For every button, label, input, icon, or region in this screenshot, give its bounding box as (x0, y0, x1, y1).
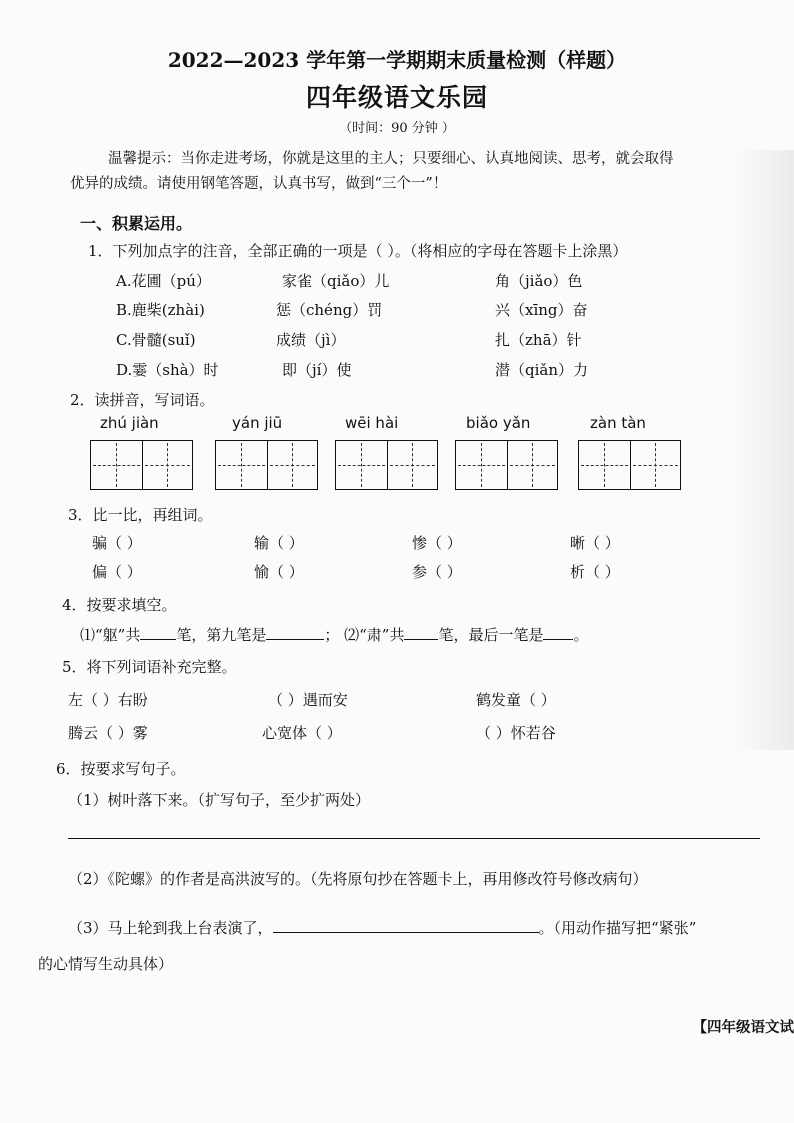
q1-option-a-1: A.花圃（pú） (116, 272, 211, 290)
q1-option-c-2: 成绩（jì） (276, 331, 346, 349)
q3-r2-4: 析（ ） (570, 563, 620, 581)
q2-pinyin-2: yán jiū (232, 414, 283, 432)
q1-option-b-3: 兴（xīng）奋 (495, 301, 588, 319)
writing-grid-3[interactable] (335, 440, 438, 490)
q3-r1-4: 晰（ ） (570, 534, 620, 552)
q1-option-d-3: 潜（qiǎn）力 (495, 361, 589, 379)
q2-pinyin-1: zhú jiàn (100, 414, 159, 432)
q3-r1-1: 骗（ ） (92, 534, 142, 552)
q4-line: ⑴“躯”共 笔，第九笔是 ； ⑵“肃”共 笔，最后一笔是 。 (80, 626, 589, 644)
q6-blank-3[interactable] (273, 918, 539, 933)
q3-r2-1: 偏（ ） (92, 563, 142, 581)
q5-stem: 5．将下列词语补充完整。 (62, 658, 237, 676)
q3-r2-2: 愉（ ） (254, 563, 304, 581)
q2-pinyin-4: biǎo yǎn (466, 414, 531, 432)
q5-r2-2: 心宽体（ ） (262, 724, 342, 742)
exam-title: 2022—2023 学年第一学期期末质量检测（样题） (167, 48, 627, 72)
q1-option-c-3: 扎（zhā）针 (495, 331, 582, 349)
q3-r1-3: 惨（ ） (412, 534, 462, 552)
q3-r1-2: 输（ ） (254, 534, 304, 552)
writing-grid-4[interactable] (455, 440, 558, 490)
page-footer-label: 【四年级语文试 (692, 1019, 794, 1036)
q1-option-a-3: 角（jiǎo）色 (495, 272, 583, 290)
q2-pinyin-5: zàn tàn (590, 414, 646, 432)
q5-r2-1: 腾云（ ）雾 (68, 724, 148, 742)
q3-stem: 3．比一比，再组词。 (68, 506, 213, 524)
q1-option-b-1: B.鹿柴(zhài) (116, 301, 205, 319)
tip-line-1: 温馨提示：当你走进考场，你就是这里的主人；只要细心、认真地阅读、思考，就会取得 (108, 151, 674, 167)
exam-time: （时间：90 分钟 ） (339, 121, 455, 136)
q5-r2-3: （ ）怀若谷 (476, 724, 556, 742)
q4-blank-3[interactable] (404, 625, 438, 640)
q4-blank-4[interactable] (543, 625, 573, 640)
q6-sentence-2: （2）《陀螺》的作者是高洪波写的。（先将原句抄在答题卡上，再用修改符号修改病句） (68, 870, 648, 888)
q6-stem: 6．按要求写句子。 (56, 760, 186, 778)
q2-pinyin-3: wēi hài (345, 414, 399, 432)
q4-blank-1[interactable] (140, 625, 176, 640)
q3-r2-3: 参（ ） (412, 563, 462, 581)
q2-stem: 2．读拼音，写词语。 (70, 391, 215, 409)
exam-subtitle: 四年级语文乐园 (305, 83, 488, 112)
q4-blank-2[interactable] (266, 625, 324, 640)
q1-option-d-2: 即（jí）使 (282, 361, 352, 379)
q1-option-a-2: 家雀（qiǎo）儿 (282, 272, 390, 290)
q4-stem: 4．按要求填空。 (62, 596, 177, 614)
q6-sentence-3: （3）马上轮到我上台表演了， 。（用动作描写把“紧张” (68, 919, 697, 937)
q5-r1-2: （ ）遇而安 (268, 691, 348, 709)
q6-sentence-3-cont: 的心情写生动具体） (38, 955, 174, 973)
q5-r1-1: 左（ ）右盼 (68, 691, 148, 709)
tip-line-2: 优异的成绩。请使用钢笔答题，认真书写，做到“三个一”！ (70, 176, 448, 192)
q1-stem: 1．下列加点字的注音，全部正确的一项是（ ）。（将相应的字母在答题卡上涂黑） (88, 242, 628, 260)
writing-grid-5[interactable] (578, 440, 681, 490)
q1-option-d-1: D.霎（shà）时 (116, 361, 219, 379)
writing-grid-2[interactable] (215, 440, 318, 490)
bleed-through-shadow (734, 150, 794, 750)
writing-grid-1[interactable] (90, 440, 193, 490)
q5-r1-3: 鹤发童（ ） (476, 691, 556, 709)
q1-option-b-2: 惩（chéng）罚 (276, 301, 383, 319)
q6-answer-line-1[interactable] (68, 838, 760, 839)
q1-option-c-1: C.骨髓(suǐ) (116, 331, 196, 349)
q6-sentence-1: （1）树叶落下来。（扩写句子，至少扩两处） (68, 791, 371, 809)
section-1-heading: 一、积累运用。 (80, 214, 193, 233)
